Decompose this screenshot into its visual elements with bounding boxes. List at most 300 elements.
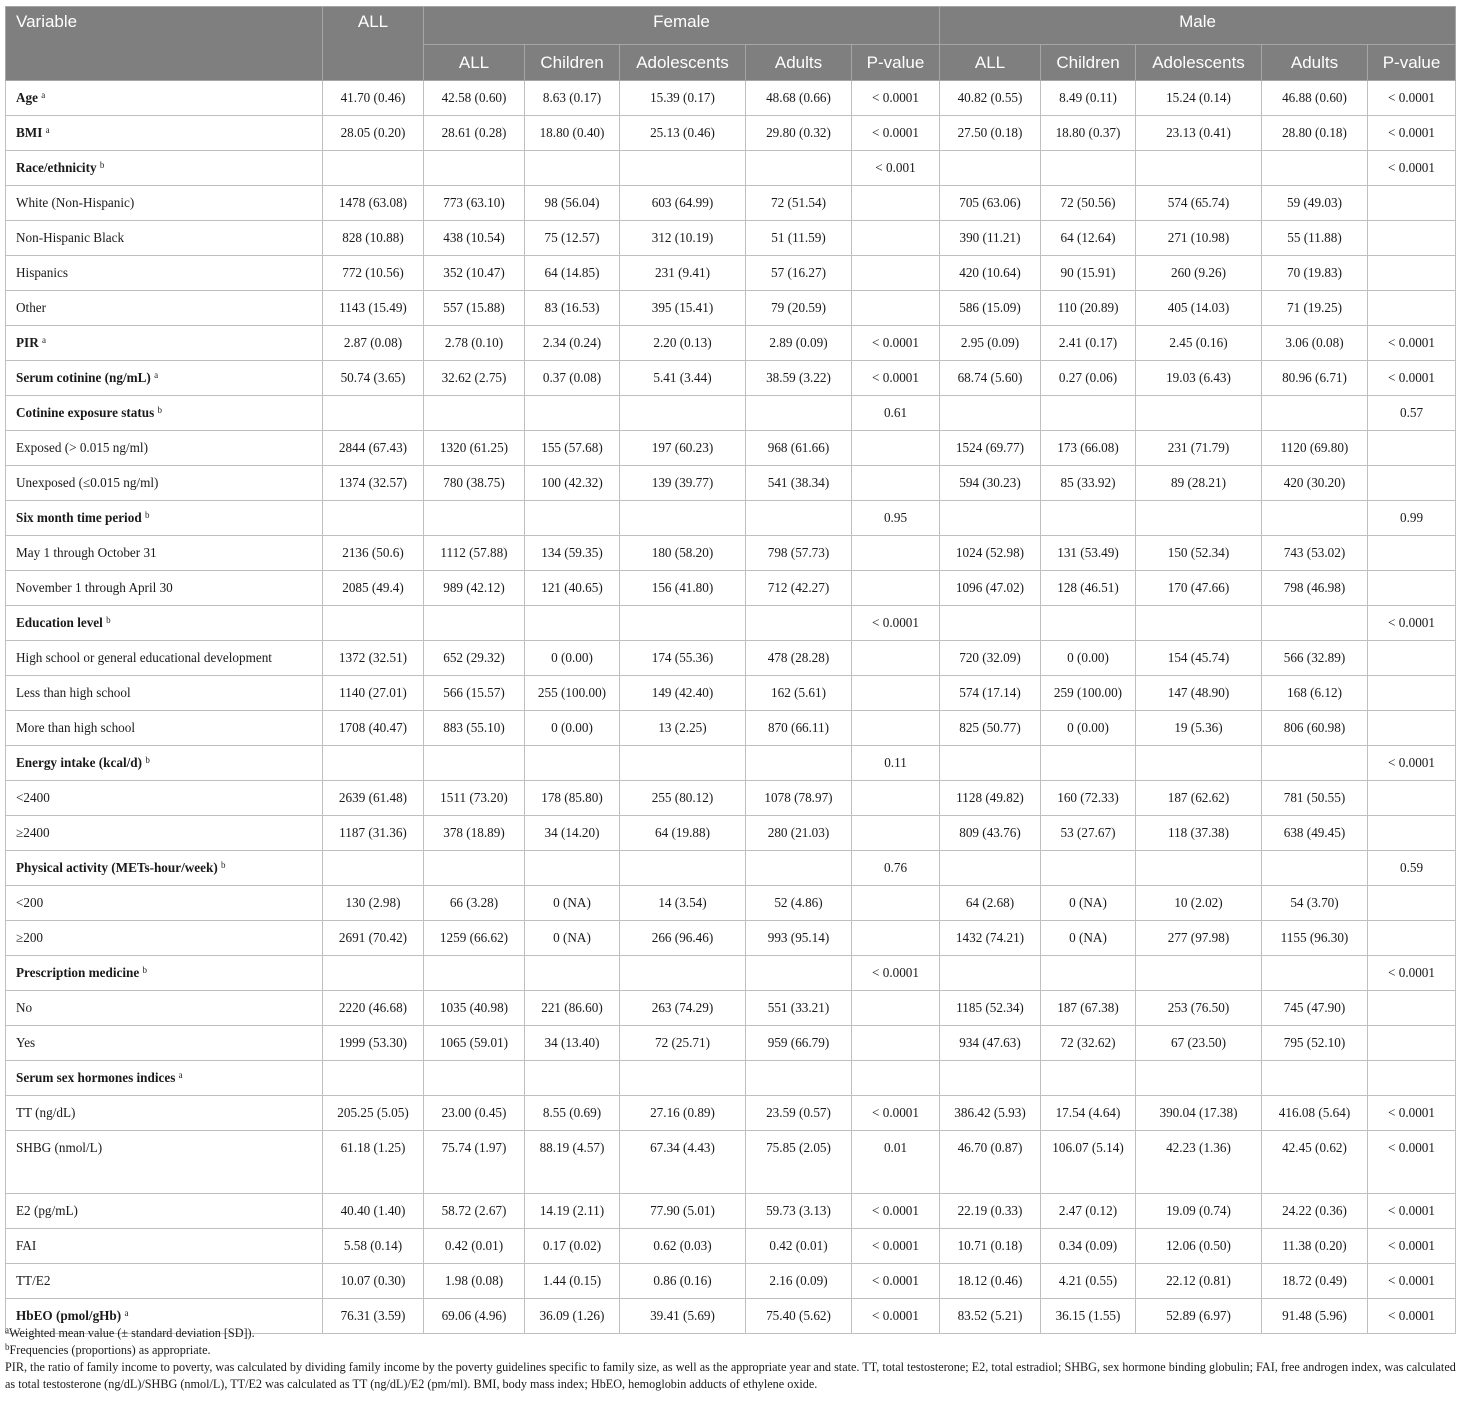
table-cell xyxy=(1368,781,1456,816)
row-label-text: Energy intake (kcal/d) xyxy=(16,755,143,770)
table-cell: 781 (50.55) xyxy=(1262,781,1368,816)
table-cell: 2.16 (0.09) xyxy=(746,1264,852,1299)
table-cell xyxy=(940,501,1041,536)
row-label-text: May 1 through October 31 xyxy=(16,545,157,560)
row-label xyxy=(6,1096,323,1131)
table-cell xyxy=(852,781,940,816)
table-cell xyxy=(1136,151,1262,186)
table-cell xyxy=(746,746,852,781)
table-cell xyxy=(940,746,1041,781)
table-cell xyxy=(1041,151,1136,186)
table-cell: 79 (20.59) xyxy=(746,291,852,326)
row-label-text: PIR xyxy=(16,335,39,350)
table-cell: 10 (2.02) xyxy=(1136,886,1262,921)
table-cell: 870 (66.11) xyxy=(746,711,852,746)
footnote-marker: b xyxy=(145,755,150,765)
table-cell xyxy=(1136,851,1262,886)
table-cell: 85 (33.92) xyxy=(1041,466,1136,501)
table-cell: 478 (28.28) xyxy=(746,641,852,676)
table-cell: 18.12 (0.46) xyxy=(940,1264,1041,1299)
table-cell xyxy=(323,501,424,536)
table-cell: 34 (14.20) xyxy=(525,816,620,851)
table-cell xyxy=(323,1061,424,1096)
table-cell: 1143 (15.49) xyxy=(323,291,424,326)
row-label xyxy=(6,501,323,536)
footnote-marker: a xyxy=(42,335,47,345)
table-cell: 27.16 (0.89) xyxy=(620,1096,746,1131)
table-cell xyxy=(746,956,852,991)
table-cell: 10.07 (0.30) xyxy=(323,1264,424,1299)
table-row xyxy=(6,1096,1456,1131)
table-cell: 772 (10.56) xyxy=(323,256,424,291)
table-cell: < 0.0001 xyxy=(852,326,940,361)
table-cell: 557 (15.88) xyxy=(424,291,525,326)
table-cell: 22.12 (0.81) xyxy=(1136,1264,1262,1299)
table-row xyxy=(6,886,1456,921)
table-cell: 277 (97.98) xyxy=(1136,921,1262,956)
footnote-marker: b xyxy=(221,860,226,870)
table-cell xyxy=(1262,1061,1368,1096)
table-cell: 32.62 (2.75) xyxy=(424,361,525,396)
table-cell: 594 (30.23) xyxy=(940,466,1041,501)
table-cell: 0.42 (0.01) xyxy=(424,1229,525,1264)
table-cell: 574 (17.14) xyxy=(940,676,1041,711)
header-female-adolescents: Adolescents xyxy=(620,45,746,81)
table-cell: 19 (5.36) xyxy=(1136,711,1262,746)
table-cell: 23.59 (0.57) xyxy=(746,1096,852,1131)
table-row xyxy=(6,116,1456,151)
table-cell xyxy=(852,571,940,606)
table-cell: 0.01 xyxy=(852,1131,940,1194)
header-male-all: ALL xyxy=(940,45,1041,81)
header-all: ALL xyxy=(323,7,424,81)
table-row xyxy=(6,396,1456,431)
table-cell: 1155 (96.30) xyxy=(1262,921,1368,956)
table-cell: 2.87 (0.08) xyxy=(323,326,424,361)
row-label-text: Six month time period xyxy=(16,510,142,525)
table-cell: 0.27 (0.06) xyxy=(1041,361,1136,396)
table-cell xyxy=(746,396,852,431)
table-cell: 2.34 (0.24) xyxy=(525,326,620,361)
table-row xyxy=(6,746,1456,781)
table-cell: 67.34 (4.43) xyxy=(620,1131,746,1194)
row-label-text: ≥200 xyxy=(16,930,44,945)
table-cell xyxy=(852,256,940,291)
table-cell: 75.74 (1.97) xyxy=(424,1131,525,1194)
header-female: Female xyxy=(424,7,940,45)
table-cell: 2.95 (0.09) xyxy=(940,326,1041,361)
table-cell: 2085 (49.4) xyxy=(323,571,424,606)
header-female-p-value: P-value xyxy=(852,45,940,81)
table-cell xyxy=(1368,291,1456,326)
table-cell: 255 (100.00) xyxy=(525,676,620,711)
table-cell: 2220 (46.68) xyxy=(323,991,424,1026)
footnote-b xyxy=(5,1342,1457,1359)
table-cell xyxy=(1136,396,1262,431)
table-cell: 174 (55.36) xyxy=(620,641,746,676)
table-cell: 0 (0.00) xyxy=(525,641,620,676)
table-cell: 139 (39.77) xyxy=(620,466,746,501)
row-label-text: Education level xyxy=(16,615,103,630)
table-cell: 42.45 (0.62) xyxy=(1262,1131,1368,1194)
table-cell: 806 (60.98) xyxy=(1262,711,1368,746)
table-cell xyxy=(424,956,525,991)
table-cell: 71 (19.25) xyxy=(1262,291,1368,326)
table-cell: 551 (33.21) xyxy=(746,991,852,1026)
table-cell: < 0.0001 xyxy=(1368,1299,1456,1334)
table-cell: 156 (41.80) xyxy=(620,571,746,606)
table-cell xyxy=(620,606,746,641)
table-cell xyxy=(940,606,1041,641)
table-cell: 121 (40.65) xyxy=(525,571,620,606)
row-label-text: Serum sex hormones indices xyxy=(16,1070,176,1085)
table-cell xyxy=(525,746,620,781)
table-row xyxy=(6,676,1456,711)
table-cell: 2.45 (0.16) xyxy=(1136,326,1262,361)
table-cell: 83.52 (5.21) xyxy=(940,1299,1041,1334)
table-cell: 386.42 (5.93) xyxy=(940,1096,1041,1131)
table-cell: 55 (11.88) xyxy=(1262,221,1368,256)
table-cell: 2.20 (0.13) xyxy=(620,326,746,361)
table-cell: 253 (76.50) xyxy=(1136,991,1262,1026)
table-cell xyxy=(1368,571,1456,606)
table-cell: 83 (16.53) xyxy=(525,291,620,326)
row-label-text: ≥2400 xyxy=(16,825,50,840)
row-label xyxy=(6,1194,323,1229)
table-cell: 566 (32.89) xyxy=(1262,641,1368,676)
row-label xyxy=(6,676,323,711)
table-cell xyxy=(1262,956,1368,991)
table-cell: 743 (53.02) xyxy=(1262,536,1368,571)
table-cell xyxy=(852,536,940,571)
table-cell: 68.74 (5.60) xyxy=(940,361,1041,396)
table-cell: < 0.0001 xyxy=(1368,1194,1456,1229)
table-cell: < 0.0001 xyxy=(1368,116,1456,151)
table-row xyxy=(6,921,1456,956)
table-cell: 395 (15.41) xyxy=(620,291,746,326)
row-label xyxy=(6,151,323,186)
table-cell: 959 (66.79) xyxy=(746,1026,852,1061)
table-cell: < 0.0001 xyxy=(852,1096,940,1131)
table-cell: 652 (29.32) xyxy=(424,641,525,676)
table-row xyxy=(6,431,1456,466)
header-male-p-value: P-value xyxy=(1368,45,1456,81)
table-cell: < 0.0001 xyxy=(852,1229,940,1264)
table-cell: 100 (42.32) xyxy=(525,466,620,501)
table-cell: 80.96 (6.71) xyxy=(1262,361,1368,396)
table-cell: 48.68 (0.66) xyxy=(746,81,852,116)
table-cell xyxy=(1262,746,1368,781)
table-cell xyxy=(424,501,525,536)
footnote-marker: b xyxy=(106,615,111,625)
header-female-children: Children xyxy=(525,45,620,81)
table-cell: 160 (72.33) xyxy=(1041,781,1136,816)
table-cell: 2.89 (0.09) xyxy=(746,326,852,361)
row-label-text: Non-Hispanic Black xyxy=(16,230,125,245)
table-cell: 170 (47.66) xyxy=(1136,571,1262,606)
footnote-b-mark: b xyxy=(5,1342,10,1352)
table-cell: 72 (25.71) xyxy=(620,1026,746,1061)
table-cell: 825 (50.77) xyxy=(940,711,1041,746)
table-row xyxy=(6,711,1456,746)
table-cell xyxy=(1368,536,1456,571)
table-cell: 280 (21.03) xyxy=(746,816,852,851)
table-cell: 58.72 (2.67) xyxy=(424,1194,525,1229)
table-cell: < 0.0001 xyxy=(852,1299,940,1334)
table-cell xyxy=(1041,746,1136,781)
table-cell: < 0.0001 xyxy=(1368,151,1456,186)
row-label xyxy=(6,641,323,676)
row-label xyxy=(6,571,323,606)
table-cell: 828 (10.88) xyxy=(323,221,424,256)
table-cell: 134 (59.35) xyxy=(525,536,620,571)
table-cell: 42.23 (1.36) xyxy=(1136,1131,1262,1194)
row-label xyxy=(6,291,323,326)
table-row xyxy=(6,1061,1456,1096)
row-label-text: TT/E2 xyxy=(16,1273,51,1288)
table-cell: 40.82 (0.55) xyxy=(940,81,1041,116)
footnote-marker: a xyxy=(45,125,50,135)
table-cell: 574 (65.74) xyxy=(1136,186,1262,221)
table-cell: 36.15 (1.55) xyxy=(1041,1299,1136,1334)
table-cell xyxy=(1041,851,1136,886)
table-cell xyxy=(1136,956,1262,991)
table-cell: < 0.0001 xyxy=(1368,606,1456,641)
table-cell: 1.44 (0.15) xyxy=(525,1264,620,1299)
table-row xyxy=(6,361,1456,396)
table-cell xyxy=(1368,1026,1456,1061)
table-cell: < 0.0001 xyxy=(1368,1264,1456,1299)
table-row xyxy=(6,81,1456,116)
table-cell: 795 (52.10) xyxy=(1262,1026,1368,1061)
table-cell xyxy=(746,501,852,536)
table-cell: 2844 (67.43) xyxy=(323,431,424,466)
table-cell: < 0.0001 xyxy=(1368,361,1456,396)
table-cell: 0 (0.00) xyxy=(1041,641,1136,676)
table-cell: < 0.0001 xyxy=(852,81,940,116)
table-cell: 19.03 (6.43) xyxy=(1136,361,1262,396)
table-cell: 0.76 xyxy=(852,851,940,886)
table-cell: 1065 (59.01) xyxy=(424,1026,525,1061)
table-cell: 64 (14.85) xyxy=(525,256,620,291)
table-cell: 390 (11.21) xyxy=(940,221,1041,256)
table-cell: 0.34 (0.09) xyxy=(1041,1229,1136,1264)
table-cell: 1259 (66.62) xyxy=(424,921,525,956)
table-cell xyxy=(620,851,746,886)
table-cell: 66 (3.28) xyxy=(424,886,525,921)
table-cell: 38.59 (3.22) xyxy=(746,361,852,396)
table-row xyxy=(6,781,1456,816)
table-cell xyxy=(323,396,424,431)
table-cell: 23.13 (0.41) xyxy=(1136,116,1262,151)
table-cell: 19.09 (0.74) xyxy=(1136,1194,1262,1229)
row-label xyxy=(6,886,323,921)
table-cell: 2.41 (0.17) xyxy=(1041,326,1136,361)
table-cell: 15.24 (0.14) xyxy=(1136,81,1262,116)
table-cell: 0 (NA) xyxy=(1041,886,1136,921)
table-cell: 41.70 (0.46) xyxy=(323,81,424,116)
table-cell: 260 (9.26) xyxy=(1136,256,1262,291)
table-cell: 24.22 (0.36) xyxy=(1262,1194,1368,1229)
table-cell: 2136 (50.6) xyxy=(323,536,424,571)
table-cell: 271 (10.98) xyxy=(1136,221,1262,256)
table-cell xyxy=(525,501,620,536)
table-cell: 1078 (78.97) xyxy=(746,781,852,816)
table-cell: 809 (43.76) xyxy=(940,816,1041,851)
table-cell: 118 (37.38) xyxy=(1136,816,1262,851)
table-row xyxy=(6,151,1456,186)
table-cell xyxy=(852,186,940,221)
row-label xyxy=(6,466,323,501)
table-cell: 405 (14.03) xyxy=(1136,291,1262,326)
table-cell: 90 (15.91) xyxy=(1041,256,1136,291)
table-cell xyxy=(1136,746,1262,781)
table-cell xyxy=(1041,396,1136,431)
table-cell: 29.80 (0.32) xyxy=(746,116,852,151)
table-cell xyxy=(1041,1061,1136,1096)
table-cell xyxy=(1262,151,1368,186)
row-label-text: White (Non-Hispanic) xyxy=(16,195,135,210)
row-label-text: No xyxy=(16,1000,33,1015)
table-cell: 72 (51.54) xyxy=(746,186,852,221)
row-label-text: Physical activity (METs-hour/week) xyxy=(16,860,218,875)
header-variable: Variable xyxy=(6,7,323,81)
table-cell: 53 (27.67) xyxy=(1041,816,1136,851)
table-cell: 390.04 (17.38) xyxy=(1136,1096,1262,1131)
table-cell: 18.80 (0.40) xyxy=(525,116,620,151)
table-cell: 168 (6.12) xyxy=(1262,676,1368,711)
table-cell: 187 (67.38) xyxy=(1041,991,1136,1026)
row-label xyxy=(6,116,323,151)
table-cell: 147 (48.90) xyxy=(1136,676,1262,711)
header-male-children: Children xyxy=(1041,45,1136,81)
header-male: Male xyxy=(940,7,1456,45)
table-cell: 72 (32.62) xyxy=(1041,1026,1136,1061)
row-label-text: Exposed (> 0.015 ng/ml) xyxy=(16,440,148,455)
table-cell xyxy=(323,746,424,781)
table-cell: 91.48 (5.96) xyxy=(1262,1299,1368,1334)
table-cell: 89 (28.21) xyxy=(1136,466,1262,501)
footnote-a xyxy=(5,1325,1457,1342)
table-row xyxy=(6,221,1456,256)
table-cell: 0.62 (0.03) xyxy=(620,1229,746,1264)
table-cell: < 0.001 xyxy=(852,151,940,186)
table-cell: 1187 (31.36) xyxy=(323,816,424,851)
table-cell xyxy=(1368,676,1456,711)
table-cell: 0 (0.00) xyxy=(1041,711,1136,746)
table-cell: 50.74 (3.65) xyxy=(323,361,424,396)
table-row xyxy=(6,291,1456,326)
table-cell: 221 (86.60) xyxy=(525,991,620,1026)
footnotes xyxy=(5,1325,1457,1393)
table-cell: 259 (100.00) xyxy=(1041,676,1136,711)
table-cell xyxy=(1368,886,1456,921)
row-label-text: Unexposed (≤0.015 ng/ml) xyxy=(16,475,159,490)
table-cell xyxy=(1368,221,1456,256)
row-label xyxy=(6,956,323,991)
table-cell xyxy=(525,1061,620,1096)
table-cell: < 0.0001 xyxy=(852,116,940,151)
row-label-text: Less than high school xyxy=(16,685,131,700)
table-cell: 1140 (27.01) xyxy=(323,676,424,711)
table-cell: 162 (5.61) xyxy=(746,676,852,711)
table-cell xyxy=(852,291,940,326)
row-label-text: Age xyxy=(16,90,38,105)
table-cell: 75 (12.57) xyxy=(525,221,620,256)
table-cell xyxy=(852,1061,940,1096)
footnote-abbreviations: PIR, the ratio of family income to poverty, was calculated by dividing family income by the poverty guidelines specific to family size, as well as the appropriate year and state. TT, total testosterone; E2, total estradiol; SHBG, sex hormone binding globulin; FAI, free androgen index, was calculated as total testosterone (ng/dL)/SHBG (nmol/L), TT/E2 was calculated as TT (ng/dL)/E2 (pm/ml). BMI, body mass index; HbEO, hemoglobin adducts of ethylene oxide. xyxy=(5,1360,1456,1391)
table-cell xyxy=(620,746,746,781)
row-label xyxy=(6,1131,323,1194)
table-cell: < 0.0001 xyxy=(1368,1229,1456,1264)
table-body xyxy=(6,81,1456,1334)
table-cell: 18.72 (0.49) xyxy=(1262,1264,1368,1299)
table-cell: 798 (57.73) xyxy=(746,536,852,571)
table-cell: < 0.0001 xyxy=(1368,746,1456,781)
table-cell: 352 (10.47) xyxy=(424,256,525,291)
table-cell: 17.54 (4.64) xyxy=(1041,1096,1136,1131)
table-cell xyxy=(620,956,746,991)
table-cell: < 0.0001 xyxy=(852,1194,940,1229)
header-male-adults: Adults xyxy=(1262,45,1368,81)
table-cell: 67 (23.50) xyxy=(1136,1026,1262,1061)
footnote-a-mark: a xyxy=(5,1325,9,1335)
row-label xyxy=(6,396,323,431)
table-cell: 0 (NA) xyxy=(1041,921,1136,956)
row-label xyxy=(6,746,323,781)
footnote-marker: a xyxy=(41,90,46,100)
table-cell: 52.89 (6.97) xyxy=(1136,1299,1262,1334)
table-cell xyxy=(424,851,525,886)
table-cell: 934 (47.63) xyxy=(940,1026,1041,1061)
table-cell xyxy=(525,606,620,641)
row-label xyxy=(6,606,323,641)
row-label-text: TT (ng/dL) xyxy=(16,1105,76,1120)
table-cell: 64 (19.88) xyxy=(620,816,746,851)
table-cell xyxy=(424,746,525,781)
row-label xyxy=(6,431,323,466)
table-row xyxy=(6,466,1456,501)
table-cell xyxy=(323,851,424,886)
table-cell: 178 (85.80) xyxy=(525,781,620,816)
table-cell: 1.98 (0.08) xyxy=(424,1264,525,1299)
table-cell xyxy=(746,1061,852,1096)
table-cell: 28.61 (0.28) xyxy=(424,116,525,151)
table-cell: < 0.0001 xyxy=(852,606,940,641)
table-cell: 1524 (69.77) xyxy=(940,431,1041,466)
table-cell xyxy=(1262,396,1368,431)
table-cell xyxy=(852,221,940,256)
table-cell: 36.09 (1.26) xyxy=(525,1299,620,1334)
row-label xyxy=(6,921,323,956)
table-cell: 1374 (32.57) xyxy=(323,466,424,501)
table-cell: 1128 (49.82) xyxy=(940,781,1041,816)
table-cell: 46.88 (0.60) xyxy=(1262,81,1368,116)
table-cell: 780 (38.75) xyxy=(424,466,525,501)
table-cell: 2.47 (0.12) xyxy=(1041,1194,1136,1229)
table-cell: < 0.0001 xyxy=(852,1264,940,1299)
table-cell xyxy=(1136,501,1262,536)
table-cell: 42.58 (0.60) xyxy=(424,81,525,116)
row-label-text: November 1 through April 30 xyxy=(16,580,173,595)
table-cell xyxy=(852,711,940,746)
row-label-text: <2400 xyxy=(16,790,50,805)
row-label-text: Prescription medicine xyxy=(16,965,140,980)
table-cell: 541 (38.34) xyxy=(746,466,852,501)
table-cell: 39.41 (5.69) xyxy=(620,1299,746,1334)
table-cell: 1478 (63.08) xyxy=(323,186,424,221)
table-cell: < 0.0001 xyxy=(1368,956,1456,991)
